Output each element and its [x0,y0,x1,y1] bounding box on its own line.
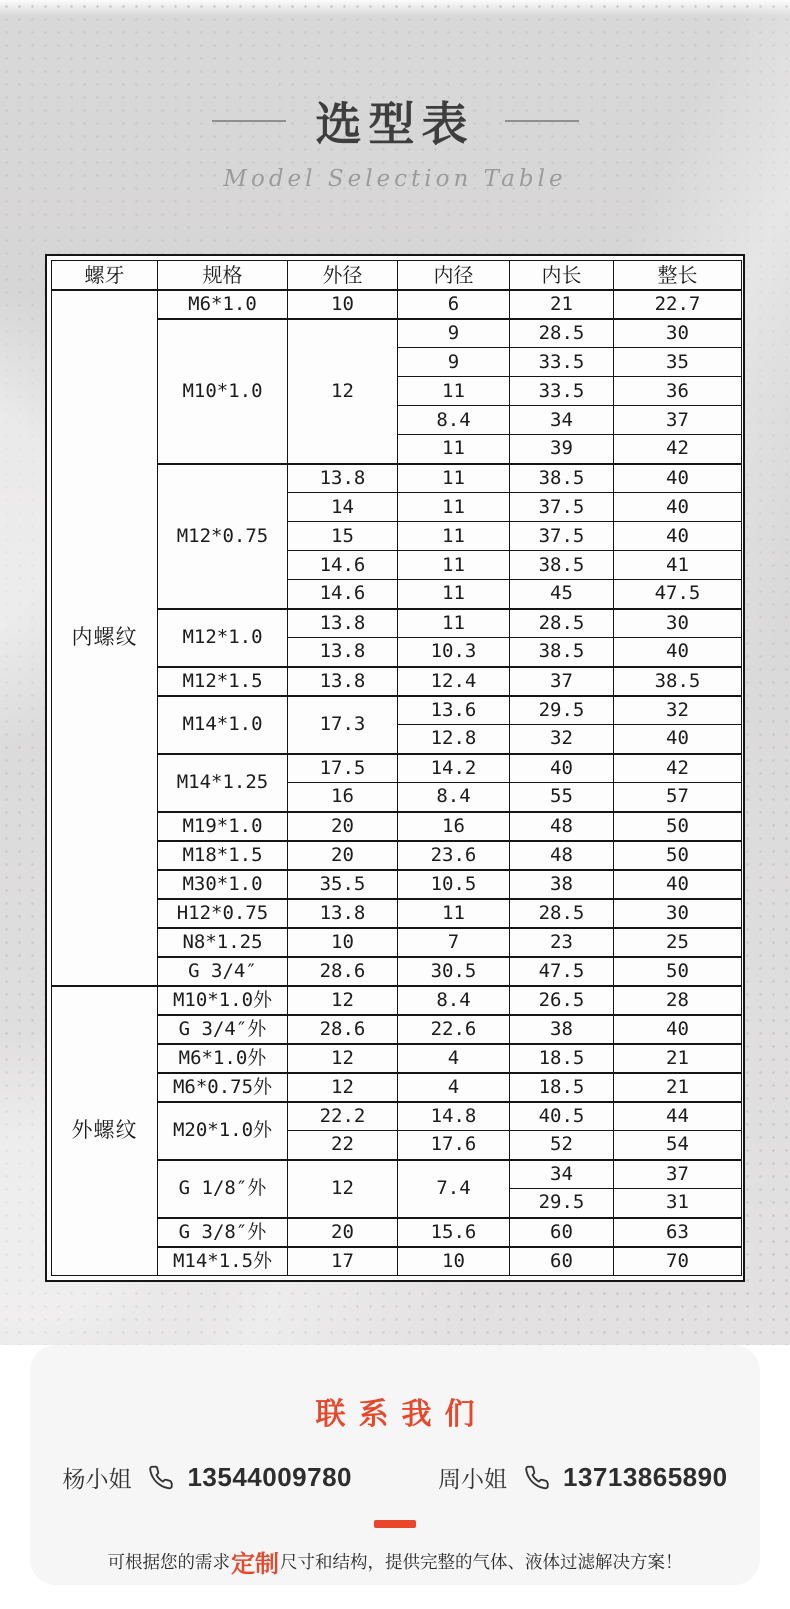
column-header: 内径 [398,261,510,290]
table-cell: M14*1.25 [158,754,288,812]
custom-note-prefix: 可根据您的需求 [107,1552,230,1572]
table-cell: 11 [398,464,510,493]
table-cell: 28.5 [510,899,614,928]
table-cell: 28.6 [288,957,398,986]
table-cell: 17.6 [398,1131,510,1160]
table-cell: 12.4 [398,667,510,696]
table-cell: 8.4 [398,406,510,435]
model-table-body [52,290,742,1276]
table-cell: 14.8 [398,1102,510,1131]
table-cell: 37.5 [510,522,614,551]
section-label-cell: 外螺纹 [52,986,158,1276]
column-header: 内长 [510,261,614,290]
table-cell: 13.8 [288,464,398,493]
table-cell: 47.5 [614,580,742,609]
table-cell: G 3/4″外 [158,1015,288,1044]
table-cell: M12*1.5 [158,667,288,696]
table-cell: G 3/4″ [158,957,288,986]
table-cell: 50 [614,957,742,986]
table-row [52,290,742,319]
model-table [51,260,742,1276]
table-cell: 34 [510,1160,614,1189]
table-cell: M18*1.5 [158,841,288,870]
table-cell: 31 [614,1189,742,1218]
table-cell: 28.6 [288,1015,398,1044]
phone-icon [149,1465,175,1491]
table-cell: 40 [510,754,614,783]
table-cell: 21 [614,1073,742,1102]
title-row [0,0,790,154]
table-cell: 8.4 [398,986,510,1015]
column-header: 外径 [288,261,398,290]
table-cell: 11 [398,899,510,928]
table-cell: 16 [398,812,510,841]
table-cell: M6*1.0 [158,290,288,319]
table-cell: 13.6 [398,696,510,725]
table-cell: 52 [510,1131,614,1160]
table-cell: 12 [288,1044,398,1073]
table-cell: 32 [614,696,742,725]
table-cell: 18.5 [510,1044,614,1073]
table-cell: 50 [614,812,742,841]
table-cell: 40 [614,493,742,522]
table-cell: 11 [398,435,510,464]
table-cell: 4 [398,1073,510,1102]
table-cell: 21 [614,1044,742,1073]
contact-heading: 联系我们 [315,1398,488,1431]
table-cell: 57 [614,783,742,812]
table-cell: 28.5 [510,319,614,348]
table-cell: 45 [510,580,614,609]
model-table-frame [45,254,745,1282]
table-cell: 28 [614,986,742,1015]
table-cell: 34 [510,406,614,435]
table-header-row [52,261,742,290]
table-cell: 35 [614,348,742,377]
table-cell: 39 [510,435,614,464]
table-cell: 23 [510,928,614,957]
table-cell: 60 [510,1247,614,1276]
table-cell: 38.5 [510,638,614,667]
table-cell: 30.5 [398,957,510,986]
table-cell: M14*1.0 [158,696,288,754]
table-cell: 12 [288,986,398,1015]
table-cell: 40 [614,725,742,754]
table-cell: 37 [614,1160,742,1189]
table-cell: 40 [614,638,742,667]
table-cell: 13.8 [288,667,398,696]
table-cell: 40 [614,870,742,899]
table-cell: 22.2 [288,1102,398,1131]
table-cell: 70 [614,1247,742,1276]
table-cell: 29.5 [510,696,614,725]
table-cell: M10*1.0外 [158,986,288,1015]
table-cell: 38.5 [510,551,614,580]
table-cell: 18.5 [510,1073,614,1102]
table-cell: 13.8 [288,638,398,667]
table-cell: 14.6 [288,551,398,580]
table-cell: 30 [614,899,742,928]
table-cell: 4 [398,1044,510,1073]
table-cell: 48 [510,812,614,841]
table-cell: M10*1.0 [158,319,288,464]
table-cell: 42 [614,754,742,783]
table-cell: 32 [510,725,614,754]
table-cell: 38 [510,870,614,899]
table-cell: 41 [614,551,742,580]
table-cell: M12*1.0 [158,609,288,667]
table-cell: 12 [288,1160,398,1218]
table-cell: M30*1.0 [158,870,288,899]
table-cell: 20 [288,812,398,841]
table-cell: 40 [614,1015,742,1044]
phone-icon [525,1465,551,1491]
table-cell: 36 [614,377,742,406]
contact-person-name: 周小姐 [438,1466,507,1492]
contact-person [62,1461,352,1494]
title-line-left [212,120,286,122]
column-header: 规格 [158,261,288,290]
table-cell: 35.5 [288,870,398,899]
table-cell: 25 [614,928,742,957]
page-subtitle: Model Selection Table [223,166,567,192]
table-cell: 21 [510,290,614,319]
divider-bar [374,1520,416,1528]
table-cell: 11 [398,493,510,522]
table-cell: M6*0.75外 [158,1073,288,1102]
table-cell: 44 [614,1102,742,1131]
table-cell: 60 [510,1218,614,1247]
table-cell: 12.8 [398,725,510,754]
table-cell: M12*0.75 [158,464,288,609]
table-cell: 17.3 [288,696,398,754]
table-cell: 63 [614,1218,742,1247]
table-cell: M14*1.5外 [158,1247,288,1276]
table-cell: 23.6 [398,841,510,870]
table-cell: 15.6 [398,1218,510,1247]
contact-person [438,1461,728,1494]
table-cell: 20 [288,841,398,870]
table-cell: 7.4 [398,1160,510,1218]
table-cell: 28.5 [510,609,614,638]
contact-card [30,1345,760,1585]
column-header: 整长 [614,261,742,290]
table-cell: H12*0.75 [158,899,288,928]
phone-number: 13713865890 [563,1462,728,1492]
table-cell: 50 [614,841,742,870]
table-cell: 10 [288,290,398,319]
table-cell: 30 [614,319,742,348]
table-cell: 47.5 [510,957,614,986]
table-cell: 33.5 [510,348,614,377]
table-cell: 37 [510,667,614,696]
table-cell: 7 [398,928,510,957]
table-cell: 55 [510,783,614,812]
table-cell: 22 [288,1131,398,1160]
table-cell: 10.3 [398,638,510,667]
page-title: 选型表 [315,98,475,150]
table-cell: 38.5 [510,464,614,493]
table-cell: 29.5 [510,1189,614,1218]
table-cell: 48 [510,841,614,870]
table-cell: N8*1.25 [158,928,288,957]
table-cell: 42 [614,435,742,464]
table-cell: 40 [614,464,742,493]
table-cell: M19*1.0 [158,812,288,841]
table-cell: 14.2 [398,754,510,783]
table-cell: 10 [398,1247,510,1276]
title-line-right [505,120,579,122]
table-cell: 11 [398,580,510,609]
section-label-cell: 内螺纹 [52,290,158,986]
table-cell: 15 [288,522,398,551]
custom-note [108,1544,683,1579]
table-cell: M20*1.0外 [158,1102,288,1160]
table-cell: 38 [510,1015,614,1044]
table-cell: 17.5 [288,754,398,783]
table-cell: 30 [614,609,742,638]
model-table-head [52,261,742,290]
contact-person-name: 杨小姐 [62,1466,132,1492]
table-cell: 11 [398,522,510,551]
table-cell: 9 [398,319,510,348]
contact-row [62,1461,727,1494]
table-cell: 16 [288,783,398,812]
table-cell: 17 [288,1247,398,1276]
table-cell: 12 [288,1073,398,1102]
table-cell: 6 [398,290,510,319]
table-cell: 20 [288,1218,398,1247]
custom-note-highlight: 定制 [231,1551,279,1578]
table-cell: 37 [614,406,742,435]
table-row [52,986,742,1015]
table-cell: 33.5 [510,377,614,406]
table-cell: 14 [288,493,398,522]
table-cell: 14.6 [288,580,398,609]
table-cell: 9 [398,348,510,377]
table-cell: 40 [614,522,742,551]
table-cell: 38.5 [614,667,742,696]
table-cell: 10.5 [398,870,510,899]
table-cell: G 1/8″外 [158,1160,288,1218]
table-cell: 26.5 [510,986,614,1015]
table-cell: 22.6 [398,1015,510,1044]
table-cell: 40.5 [510,1102,614,1131]
phone-number: 13544009780 [187,1462,352,1492]
table-cell: 13.8 [288,609,398,638]
table-cell: M6*1.0外 [158,1044,288,1073]
table-cell: 12 [288,319,398,464]
table-cell: 11 [398,609,510,638]
custom-note-suffix: 尺寸和结构，提供完整的气体、液体过滤解决方案！ [280,1552,683,1572]
table-cell: 11 [398,377,510,406]
table-cell: 22.7 [614,290,742,319]
table-cell: 8.4 [398,783,510,812]
column-header: 螺牙 [52,261,158,290]
table-cell: 10 [288,928,398,957]
table-cell: 13.8 [288,899,398,928]
table-cell: 37.5 [510,493,614,522]
table-cell: G 3/8″外 [158,1218,288,1247]
table-cell: 54 [614,1131,742,1160]
table-cell: 11 [398,551,510,580]
